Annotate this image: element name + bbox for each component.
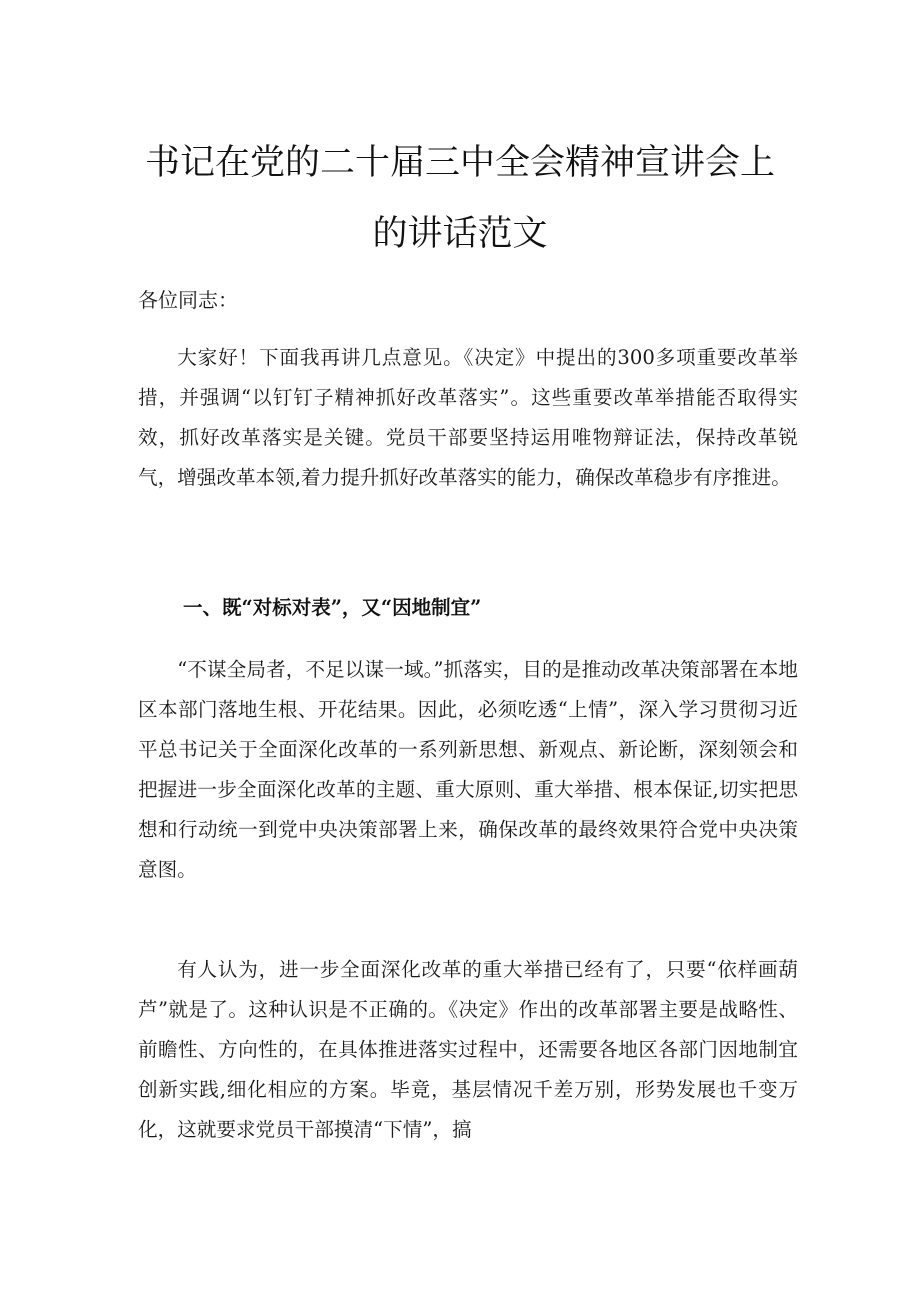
document-title-line-1: 书记在党的二十届三中全会精神宣讲会上 — [144, 143, 775, 183]
paragraph-section1-b: 有人认为，进一步全面深化改革的重大举措已经有了，只要“依样画葫芦”就是了。这种认识是不正确的。《决定》作出的改革部署主要是战略性、前瞻性、方向性的，在具体推进落实过程中，还需要各地区各部门因地制宜创新实践,细化相应的方案。毕竟，基层情况千差万别，形势发展也千变万化，这就要求党员干部摸清“下情”，搞 — [138, 958, 798, 1141]
paragraph-section1-a: “不谋全局者，不足以谋一域。”抓落实，目的是推动改革决策部署在本地区本部门落地生根、开花结果。因此，必须吃透“上情”，深入学习贯彻习近平总书记关于全面深化改革的一系列新思想、新观点、新论断，深刻领会和把握进一步全面深化改革的主题、重大原则、重大举措、根本保证,切实把思想和行动统一到党中央决策部署上来，确保改革的最终效果符合党中央决策意图。 — [138, 658, 798, 881]
document-title-line-2: 的讲话范文 — [372, 214, 548, 254]
paragraph-opening: 大家好！下面我再讲几点意见。《决定》中提出的300多项重要改革举措，并强调“以钉钉子精神抓好改革落实”。这些重要改革举措能否取得实效，抓好改革落实是关键。党员干部要坚持运用唯物辩证法，保持改革锐气，增强改革本领,着力提升抓好改革落实的能力，确保改革稳步有序推进。 — [138, 346, 798, 489]
salutation: 各位同志： — [138, 288, 238, 312]
section-heading-1: 一、既“对标对表”，又“因地制宜” — [183, 596, 482, 619]
